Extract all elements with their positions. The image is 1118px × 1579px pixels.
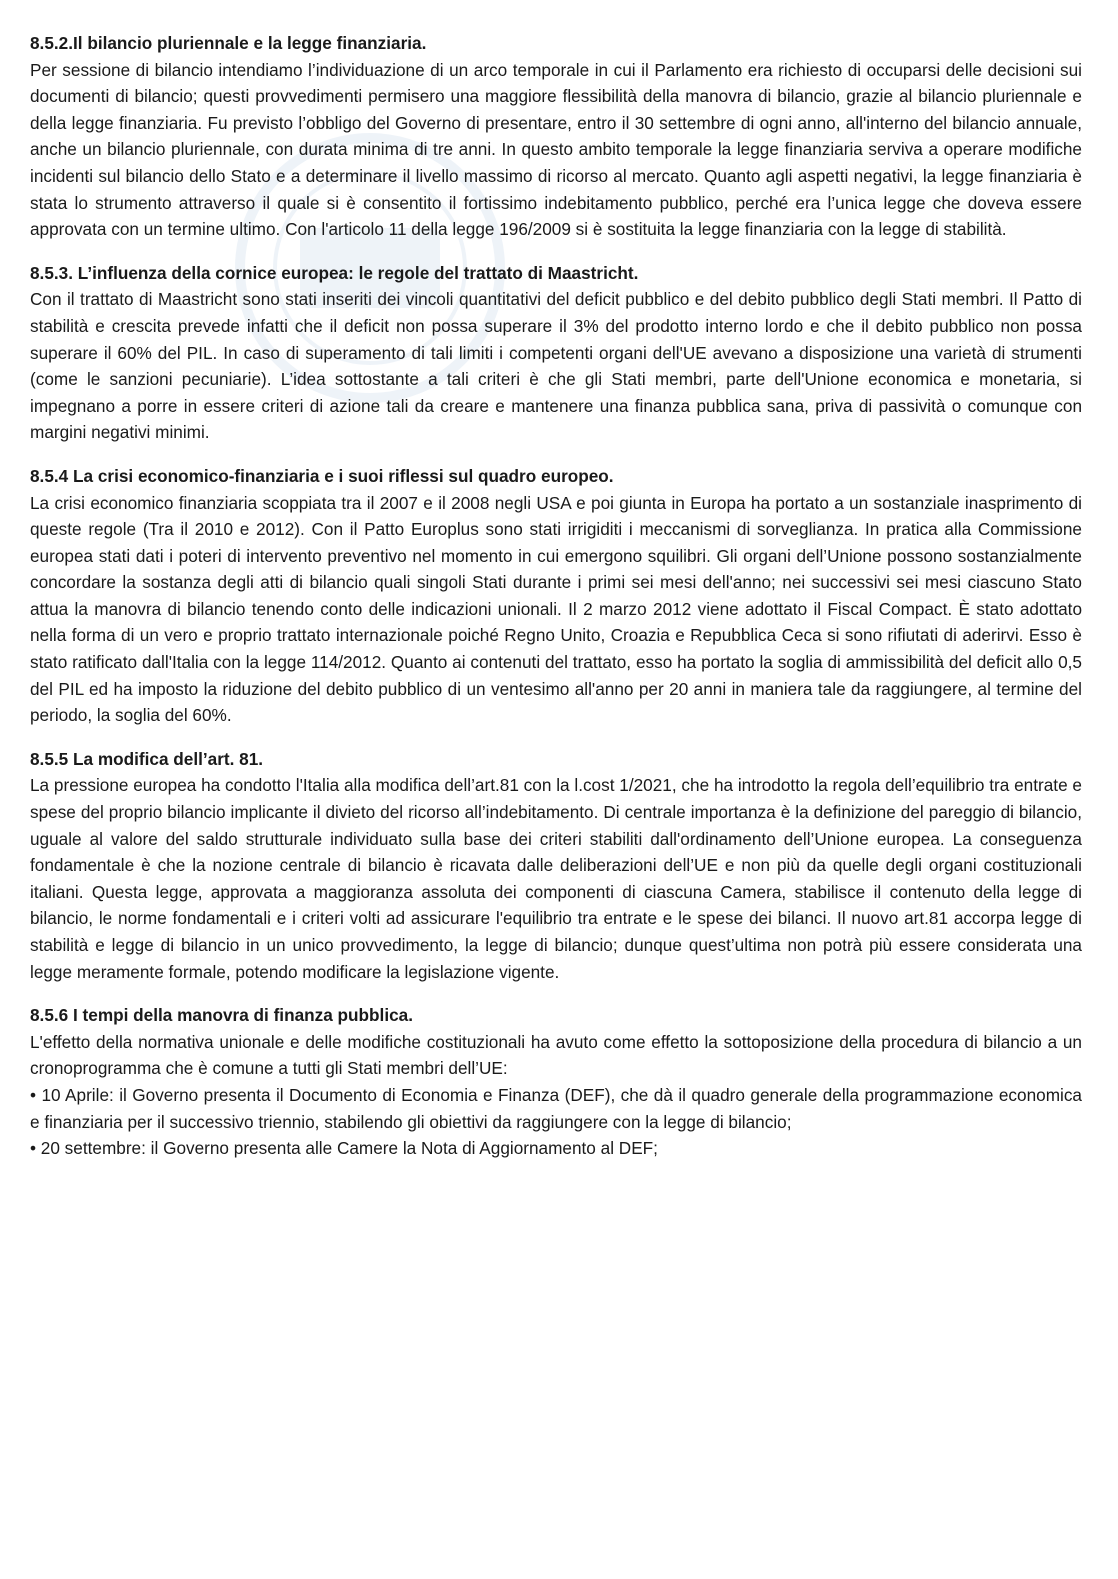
section-body: Con il trattato di Maastricht sono stati inseriti dei vincoli quantitativi del deficit pubblico e del debito pubblico degli Stati membri. Il Patto di stabilità e crescita prevede infatti che il deficit non possa superare il 3% del prodotto interno lordo e che il debito pubblico non possa superare il 60% del PIL. In caso di superamento di tali limiti i competenti organi dell'UE avevano a disposizione una varietà di strumenti (come le sanzioni pecuniarie). L’idea sottostante a tali criteri è che gli Stati membri, parte dell'Unione economica e monetaria, si impegnano a porre in essere criteri di azione tali da creare e mantenere una finanza pubblica sana, priva di passività o comunque con margini negativi minimi. <box>30 289 1082 443</box>
section-body: L'effetto della normativa unionale e delle modifiche costituzionali ha avuto come effetto la sottoposizione della procedura di bilancio a un cronoprogramma che è comune a tutti gli Stati membri dell’UE: <box>30 1031 1082 1079</box>
section-8-5-3 <box>30 260 1082 446</box>
section-body: La pressione europea ha condotto l'Italia alla modifica dell’art.81 con la l.cost 1/2021, che ha introdotto la regola dell’equilibrio tra entrate e spese del proprio bilancio implicante il divieto del ricorso all’indebitamento. Di centrale importanza è la definizione del pareggio di bilancio, uguale al valore del saldo strutturale individuato sulla base dei criteri stabiliti dall'ordinamento dell’Unione europea. La conseguenza fondamentale è che la nozione centrale di bilancio è ricavata dalle deliberazioni dell’UE e non più da quelle degli organi costituzionali italiani. Questa legge, approvata a maggioranza assoluta dei componenti di ciascuna Camera, stabilisce il contenuto della legge di bilancio, le norme fondamentali e i criteri volti ad assicurare l'equilibrio tra entrate e le spese dei bilanci. Il nuovo art.81 accorpa legge di stabilità e legge di bilancio in un unico provvedimento, la legge di bilancio; dunque quest’ultima non potrà più essere considerata una legge meramente formale, potendo modificare la legislazione vigente. <box>30 775 1082 982</box>
list-item: • 20 settembre: il Governo presenta alle Camere la Nota di Aggiornamento al DEF; <box>30 1138 658 1159</box>
section-heading: 8.5.4 La crisi economico-finanziaria e i suoi riflessi sul quadro europeo. <box>30 465 614 486</box>
section-heading: 8.5.3. L’influenza della cornice europea: le regole del trattato di Maastricht. <box>30 262 639 283</box>
section-body: La crisi economico finanziaria scoppiata tra il 2007 e il 2008 negli USA e poi giunta in Europa ha portato a un sostanziale inasprimento di queste regole (Tra il 2010 e 2012). Con il Patto Europlus sono stati irrigiditi i meccanismi di sorveglianza. In pratica alla Commissione europea stati dati i poteri di intervento preventivo nel momento in cui emergono squilibri. Gli organi dell’Unione possono sostanzialmente concordare la sostanza degli atti di bilancio quali singoli Stati durante i primi sei mesi dell'anno; nei successivi sei mesi ciascuno Stato attua la manovra di bilancio tenendo conto delle indicazioni unionali. Il 2 marzo 2012 viene adottato il Fiscal Compact. È stato adottato nella forma di un vero e proprio trattato internazionale poiché Regno Unito, Croazia e Repubblica Ceca si sono rifiutati di aderirvi. Esso è stato ratificato dall'Italia con la legge 114/2012. Quanto ai contenuti del trattato, esso ha portato la soglia di ammissibilità del deficit allo 0,5 del PIL ed ha imposto la riduzione del debito pubblico di un ventesimo all'anno per 20 anni in maniera tale da raggiungere, al termine del periodo, la soglia del 60%. <box>30 492 1082 726</box>
section-heading: 8.5.5 La modifica dell’art. 81. <box>30 748 264 769</box>
section-8-5-4 <box>30 463 1082 729</box>
section-heading: 8.5.6 I tempi della manovra di finanza pubblica. <box>30 1005 414 1026</box>
section-8-5-2 <box>30 30 1082 243</box>
section-8-5-6 <box>30 1002 1082 1162</box>
list-item: • 10 Aprile: il Governo presenta il Documento di Economia e Finanza (DEF), che dà il quadro generale della programmazione economica e finanziaria per il successivo triennio, stabilendo gli obiettivi da raggiungere con la legge di bilancio; <box>30 1084 1082 1132</box>
document-content <box>30 30 1082 1179</box>
timeline-list <box>30 1082 1082 1162</box>
section-heading: 8.5.2.Il bilancio pluriennale e la legge finanziaria. <box>30 33 427 53</box>
section-8-5-5 <box>30 746 1082 985</box>
section-body: Per sessione di bilancio intendiamo l’individuazione di un arco temporale in cui il Parlamento era richiesto di occuparsi delle decisioni sui documenti di bilancio; questi provvedimenti permisero una maggiore flessibilità della manovra di bilancio, grazie al bilancio pluriennale e della legge finanziaria. Fu previsto l’obbligo del Governo di presentare, entro il 30 settembre di ogni anno, all'interno del bilancio annuale, anche un bilancio pluriennale, con durata minima di tre anni. In questo ambito temporale la legge finanziaria serviva a operare modifiche incidenti sul bilancio dello Stato e a determinare il livello massimo di ricorso al mercato. Quanto agli aspetti negativi, la legge finanziaria è stata lo strumento attraverso il quale si è consentito il fortissimo indebitamento pubblico, perché era l’unica legge che doveva essere approvata con un termine ultimo. Con l'articolo 11 della legge 196/2009 si è sostituita la legge finanziaria con la legge di stabilità. <box>30 59 1082 240</box>
